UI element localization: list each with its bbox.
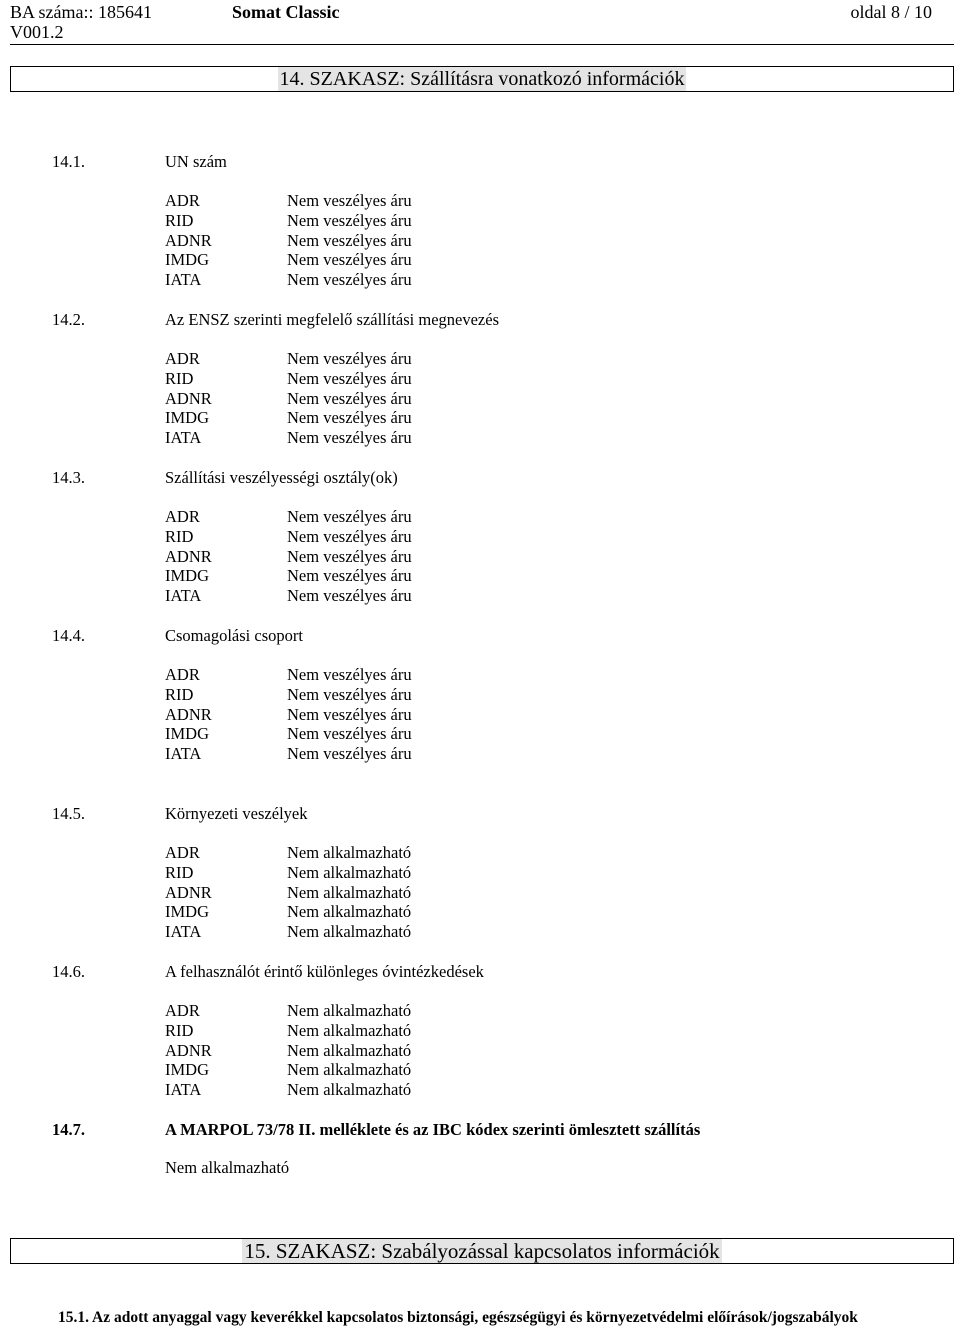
transport-value: Nem alkalmazható — [287, 1060, 412, 1080]
transport-rows-14-3 — [165, 507, 565, 606]
transport-value: Nem veszélyes áru — [287, 250, 412, 270]
transport-value: Nem veszélyes áru — [287, 408, 412, 428]
transport-mode: IATA — [165, 922, 202, 942]
transport-mode: RID — [165, 1020, 194, 1040]
subsection-title: Csomagolási csoport — [165, 626, 303, 645]
product-name: Somat Classic — [232, 2, 340, 22]
transport-mode: ADNR — [165, 388, 212, 408]
transport-value: Nem alkalmazható — [287, 862, 412, 882]
subsection-title: UN szám — [165, 152, 227, 171]
transport-value: Nem alkalmazható — [287, 1001, 412, 1020]
transport-row — [165, 685, 565, 705]
transport-value: Nem alkalmazható — [287, 1040, 412, 1060]
section-14-title: 14. SZAKASZ: Szállításra vonatkozó információk — [279, 68, 685, 90]
transport-mode: RID — [165, 210, 194, 230]
transport-value: Nem alkalmazható — [287, 922, 412, 942]
transport-value: Nem veszélyes áru — [287, 270, 412, 290]
transport-row — [165, 705, 565, 725]
transport-mode: IMDG — [165, 250, 209, 270]
transport-mode: RID — [165, 526, 194, 546]
subsection-number: 14.1. — [52, 152, 85, 171]
transport-mode: ADNR — [165, 1040, 212, 1060]
transport-row — [165, 744, 565, 764]
transport-mode: IATA — [165, 270, 202, 290]
subsection-title: Szállítási veszélyességi osztály(ok) — [165, 468, 398, 487]
subsection-title: A MARPOL 73/78 II. melléklete és az IBC kódex szerinti ömlesztett szállítás — [165, 1120, 701, 1139]
transport-value: Nem veszélyes áru — [287, 191, 412, 210]
transport-value: Nem veszélyes áru — [287, 566, 412, 586]
transport-value: Nem veszélyes áru — [287, 724, 412, 744]
transport-mode: ADR — [165, 665, 200, 684]
transport-mode: ADR — [165, 1001, 200, 1020]
transport-rows-14-6 — [165, 1001, 565, 1100]
subsection-14-7 — [52, 1120, 952, 1140]
transport-row — [165, 843, 565, 863]
section-15-title: 15. SZAKASZ: Szabályozással kapcsolatos információk — [244, 1239, 720, 1263]
transport-value: Nem veszélyes áru — [287, 684, 412, 704]
transport-rows-14-5 — [165, 843, 565, 942]
transport-row — [165, 349, 565, 369]
transport-mode: IMDG — [165, 902, 209, 922]
transport-value: Nem veszélyes áru — [287, 665, 412, 684]
transport-mode: ADR — [165, 843, 200, 862]
transport-mode: RID — [165, 684, 194, 704]
transport-value: Nem veszélyes áru — [287, 210, 412, 230]
transport-rows-14-2 — [165, 349, 565, 448]
transport-mode: IATA — [165, 744, 202, 764]
transport-row — [165, 369, 565, 389]
transport-row — [165, 922, 565, 942]
transport-value: Nem veszélyes áru — [287, 507, 412, 526]
subsection-number: 14.2. — [52, 310, 85, 329]
transport-mode: ADNR — [165, 704, 212, 724]
marpol-value: Nem alkalmazható — [165, 1158, 290, 1177]
section-15-heading — [10, 1238, 954, 1264]
transport-value: Nem veszélyes áru — [287, 388, 412, 408]
subsection-number: 14.6. — [52, 962, 85, 981]
transport-value: Nem veszélyes áru — [287, 428, 412, 448]
transport-row — [165, 507, 565, 527]
transport-value: Nem alkalmazható — [287, 882, 412, 902]
transport-row — [165, 527, 565, 547]
subsection-14-4 — [52, 626, 952, 646]
section-14-heading — [10, 66, 954, 92]
transport-row — [165, 1060, 565, 1080]
transport-row — [165, 428, 565, 448]
transport-value: Nem alkalmazható — [287, 1080, 412, 1100]
transport-value: Nem veszélyes áru — [287, 546, 412, 566]
transport-mode: ADR — [165, 507, 200, 526]
header-rule — [10, 44, 954, 45]
transport-mode: ADR — [165, 191, 200, 210]
subsection-14-3 — [52, 468, 952, 488]
transport-row — [165, 191, 565, 211]
subsection-number: 14.5. — [52, 804, 85, 823]
transport-value: Nem alkalmazható — [287, 902, 412, 922]
transport-mode: ADNR — [165, 546, 212, 566]
subsection-title: Környezeti veszélyek — [165, 804, 308, 823]
ba-number: BA száma:: 185641 — [10, 2, 152, 22]
page-header — [0, 0, 960, 48]
transport-mode: IMDG — [165, 724, 209, 744]
transport-value: Nem alkalmazható — [287, 843, 412, 862]
subsection-14-5 — [52, 804, 952, 824]
transport-row — [165, 1041, 565, 1061]
transport-row — [165, 1021, 565, 1041]
transport-row — [165, 211, 565, 231]
transport-row — [165, 902, 565, 922]
transport-row — [165, 586, 565, 606]
subsection-number: 14.4. — [52, 626, 85, 645]
subsection-number: 14.3. — [52, 468, 85, 487]
transport-row — [165, 566, 565, 586]
transport-mode: IATA — [165, 1080, 202, 1100]
transport-row — [165, 1080, 565, 1100]
transport-value: Nem veszélyes áru — [287, 586, 412, 606]
subsection-15-1-title: 15.1. Az adott anyaggal vagy keverékkel kapcsolatos biztonsági, egészségügyi és környezetvédelmi előírások/jogszabályok — [58, 1309, 858, 1326]
transport-mode: IATA — [165, 428, 202, 448]
transport-mode: RID — [165, 862, 194, 882]
transport-rows-14-1 — [165, 191, 565, 290]
version: V001.2 — [10, 22, 64, 42]
subsection-14-6 — [52, 962, 952, 982]
transport-row — [165, 408, 565, 428]
transport-row — [165, 547, 565, 567]
transport-row — [165, 231, 565, 251]
transport-mode: IMDG — [165, 566, 209, 586]
subsection-14-2 — [52, 310, 952, 330]
transport-row — [165, 389, 565, 409]
transport-mode: RID — [165, 368, 194, 388]
transport-mode: IMDG — [165, 408, 209, 428]
subsection-number: 14.7. — [52, 1120, 85, 1139]
subsection-title: Az ENSZ szerinti megfelelő szállítási megnevezés — [165, 310, 500, 329]
transport-row — [165, 724, 565, 744]
transport-mode: IATA — [165, 586, 202, 606]
transport-mode: ADR — [165, 349, 200, 368]
subsection-title: A felhasználót érintő különleges óvintézkedések — [165, 962, 484, 981]
transport-row — [165, 1001, 565, 1021]
transport-row — [165, 883, 565, 903]
transport-rows-14-4 — [165, 665, 565, 764]
transport-row — [165, 250, 565, 270]
transport-value: Nem veszélyes áru — [287, 704, 412, 724]
transport-row — [165, 863, 565, 883]
transport-value: Nem veszélyes áru — [287, 368, 412, 388]
transport-value: Nem veszélyes áru — [287, 349, 412, 368]
transport-row — [165, 665, 565, 685]
subsection-14-1 — [52, 152, 952, 172]
transport-value: Nem veszélyes áru — [287, 744, 412, 764]
transport-value: Nem veszélyes áru — [287, 230, 412, 250]
transport-mode: IMDG — [165, 1060, 209, 1080]
transport-mode: ADNR — [165, 882, 212, 902]
transport-mode: ADNR — [165, 230, 212, 250]
transport-value: Nem alkalmazható — [287, 1020, 412, 1040]
transport-value: Nem veszélyes áru — [287, 526, 412, 546]
transport-row — [165, 270, 565, 290]
page-number: oldal 8 / 10 — [850, 2, 932, 22]
